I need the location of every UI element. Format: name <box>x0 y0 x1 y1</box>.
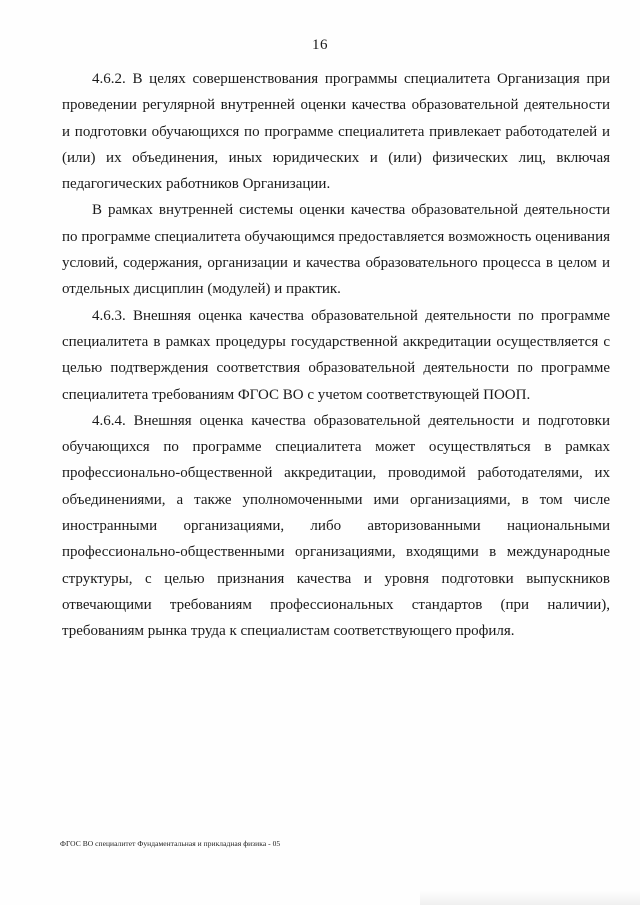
paragraph-4-6-2: 4.6.2. В целях совершенствования программы специалитета Организация при проведении регулярной внутренней оценки качества образовательной деятельности и подготовки обучающихся по программе специалитета привлекает работодателей и (или) их объединения, иных юридических и (или) физических лиц, включая педагогических работников Организации. <box>62 71 610 193</box>
document-body <box>62 66 610 645</box>
scan-edge-shadow <box>420 891 640 905</box>
paragraph-internal-assessment: В рамках внутренней системы оценки качества образовательной деятельности по программе специалитета обучающимся предоставляется возможность оценивания условий, содержания, организации и качества образовательного процесса в целом и отдельных дисциплин (модулей) и практик. <box>62 202 610 298</box>
paragraph-4-6-4: 4.6.4. Внешняя оценка качества образовательной деятельности и подготовки обучающихся по программе специалитета может осуществляться в рамках профессионально-общественной аккредитации, проводимой работодателями, их объединениями, а также уполномоченными ими организациями, в том числе иностранными организациями, либо авторизованными национальными профессионально-общественными организациями, входящими в международные структуры, с целью признания качества и уровня подготовки выпускников отвечающими требованиям профессиональных стандартов (при наличии), требованиям рынка труда к специалистам соответствующего профиля. <box>62 412 610 640</box>
page-number: 16 <box>312 37 328 53</box>
page-footer: ФГОС ВО специалитет Фундаментальная и прикладная физика - 05 <box>60 839 281 848</box>
paragraph-4-6-3: 4.6.3. Внешняя оценка качества образовательной деятельности по программе специалитета в рамках процедуры государственной аккредитации осуществляется с целью подтверждения соответствия образовательной деятельности по программе специалитета требованиям ФГОС ВО с учетом соответствующей ПООП. <box>62 307 610 403</box>
